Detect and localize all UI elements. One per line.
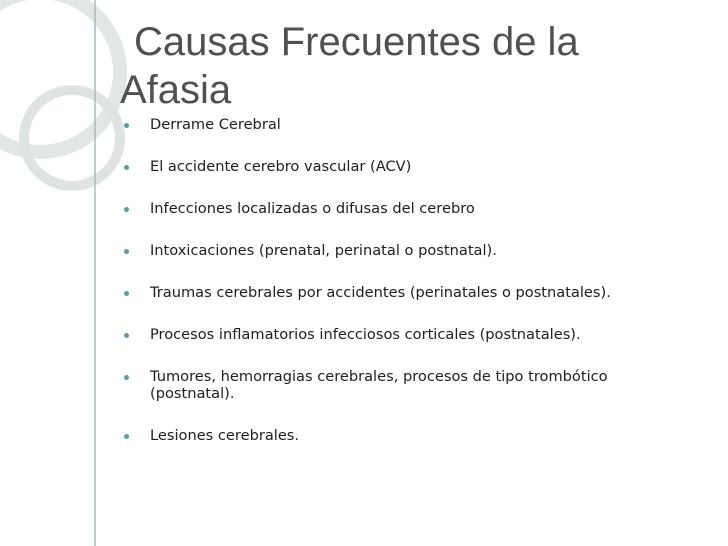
bullet-text: Infecciones localizadas o difusas del cerebro xyxy=(150,200,475,217)
bullet-text: El accidente cerebro vascular (ACV) xyxy=(150,158,412,175)
bullet-text: Derrame Cerebral xyxy=(150,116,281,133)
bullet-dot-icon xyxy=(124,291,129,296)
bullet-item xyxy=(150,326,690,343)
large-ring xyxy=(0,0,120,152)
bullet-item xyxy=(150,427,690,444)
bullet-dot-icon xyxy=(124,375,129,380)
bullet-item xyxy=(150,200,690,217)
bullet-text: Lesiones cerebrales. xyxy=(150,427,300,444)
bullet-dot-icon xyxy=(124,434,129,439)
bullet-text: Tumores, hemorragias cerebrales, procesos de tipo trombótico (postnatal). xyxy=(150,368,608,402)
bullet-dot-icon xyxy=(124,333,129,338)
bullet-text: Traumas cerebrales por accidentes (perinatales o postnatales). xyxy=(150,284,611,301)
bullet-text: Intoxicaciones (prenatal, perinatal o postnatal). xyxy=(150,242,497,259)
bullet-dot-icon xyxy=(124,165,129,170)
bullet-item xyxy=(150,368,690,402)
bullet-item xyxy=(150,242,690,259)
bullet-item xyxy=(150,284,690,301)
bullet-item xyxy=(150,158,690,175)
bullet-dot-icon xyxy=(124,123,129,128)
bullet-item xyxy=(150,116,690,133)
slide-title: Causas Frecuentes de la Afasia xyxy=(120,20,579,112)
bullet-text: Procesos inflamatorios infecciosos corticales (postnatales). xyxy=(150,326,581,343)
bullet-dot-icon xyxy=(124,249,129,254)
bullet-dot-icon xyxy=(124,207,129,212)
bullet-list xyxy=(150,116,690,469)
